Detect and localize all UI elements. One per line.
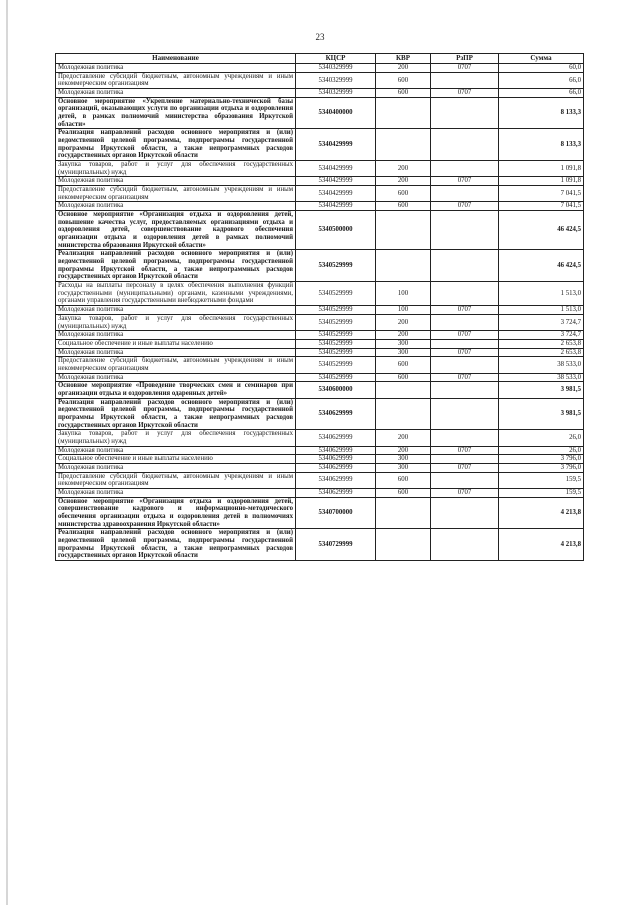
table-row [56,398,584,430]
table-row [56,314,584,330]
cell-kcsr: 5340429999 [296,129,376,161]
cell-name: Закупка товаров, работ и услуг для обеспечения государственных (муниципальных) нужд [56,161,296,177]
cell-kvr: 600 [376,472,431,488]
header-name: Наименование [56,54,296,64]
cell-kvr: 600 [376,202,431,211]
cell-rpr: 0707 [431,488,499,497]
cell-name: Молодежная политика [56,463,296,472]
budget-table [55,53,584,561]
table-row [56,472,584,488]
cell-rpr [431,382,499,398]
table-row [56,463,584,472]
table-row [56,357,584,373]
cell-kvr: 600 [376,72,431,88]
cell-sum: 1 091,8 [499,177,584,186]
table-row [56,64,584,73]
cell-kcsr: 5340329999 [296,72,376,88]
cell-rpr [431,472,499,488]
cell-kcsr: 5340529999 [296,282,376,306]
cell-kcsr: 5340429999 [296,202,376,211]
table-row [56,455,584,464]
cell-kcsr: 5340529999 [296,306,376,315]
cell-kvr [376,97,431,129]
cell-name: Молодежная политика [56,373,296,382]
cell-name: Основное мероприятие «Проведение творческих смен и семинаров при организации отдыха и оздоровления одаренных детей» [56,382,296,398]
cell-name: Закупка товаров, работ и услуг для обеспечения государственных (муниципальных) нужд [56,430,296,446]
cell-rpr [431,339,499,348]
cell-kcsr: 5340529999 [296,348,376,357]
cell-kvr: 600 [376,488,431,497]
cell-kvr: 200 [376,430,431,446]
cell-kcsr: 5340429999 [296,177,376,186]
cell-sum: 2 653,8 [499,339,584,348]
table-header-row [56,54,584,64]
cell-sum: 7 041,5 [499,186,584,202]
cell-name: Основное мероприятие «Организация отдыха и оздоровления детей, совершенствование кадрового и информационно-методического обеспечения организации отдыха и оздоровления детей в полномочиях министерства здравоохранения Иркутской области» [56,497,296,529]
cell-sum: 60,0 [499,64,584,73]
cell-kcsr: 5340629999 [296,446,376,455]
cell-kvr: 300 [376,339,431,348]
cell-rpr: 0707 [431,348,499,357]
scan-edge [6,0,8,905]
table-row [56,72,584,88]
cell-name: Реализация направлений расходов основного мероприятия и (или) ведомственной целевой программы, подпрограммы государственной программы Иркутской области, а также непрограммных расходов государственных органов Иркутской области [56,129,296,161]
table-row [56,348,584,357]
cell-kcsr: 5340629999 [296,430,376,446]
table-row [56,97,584,129]
cell-sum: 159,5 [499,472,584,488]
cell-kvr [376,129,431,161]
cell-kcsr: 5340629999 [296,488,376,497]
cell-kcsr: 5340629999 [296,398,376,430]
cell-rpr [431,314,499,330]
cell-kvr: 200 [376,314,431,330]
cell-kvr: 300 [376,463,431,472]
cell-name: Предоставление субсидий бюджетным, автономным учреждениям и иным некоммерческим организациям [56,186,296,202]
cell-kcsr: 5340729999 [296,529,376,561]
cell-kcsr: 5340429999 [296,161,376,177]
page-number: 23 [315,32,325,42]
table-row [56,161,584,177]
cell-rpr: 0707 [431,463,499,472]
cell-sum: 159,5 [499,488,584,497]
cell-kcsr: 5340629999 [296,455,376,464]
cell-rpr: 0707 [431,373,499,382]
cell-sum: 3 724,7 [499,331,584,340]
cell-rpr: 0707 [431,177,499,186]
header-kcsr: КЦСР [296,54,376,64]
cell-name: Молодежная политика [56,202,296,211]
cell-sum: 66,0 [499,72,584,88]
cell-name: Молодежная политика [56,331,296,340]
cell-sum: 4 213,8 [499,529,584,561]
cell-name: Молодежная политика [56,64,296,73]
table-row [56,382,584,398]
table-row [56,186,584,202]
cell-name: Основное мероприятие «Организация отдыха и оздоровления детей, повышение качества услуг, предоставляемых организациями отдыха и оздоровления детей, совершенствование кадрового обеспечения организации отдыха и оздоровления детей в рамках полномочий министерства образования Иркутской области» [56,211,296,250]
cell-kvr: 600 [376,89,431,98]
cell-name: Предоставление субсидий бюджетным, автономным учреждениям и иным некоммерческим организациям [56,472,296,488]
cell-rpr: 0707 [431,64,499,73]
cell-sum: 26,0 [499,446,584,455]
cell-kvr: 100 [376,306,431,315]
cell-kvr [376,382,431,398]
cell-rpr [431,211,499,250]
cell-name: Молодежная политика [56,446,296,455]
cell-name: Предоставление субсидий бюджетным, автономным учреждениям и иным некоммерческим организациям [56,72,296,88]
cell-rpr [431,455,499,464]
cell-sum: 7 041,5 [499,202,584,211]
cell-kcsr: 5340500000 [296,211,376,250]
cell-kvr: 200 [376,161,431,177]
table-body [56,64,584,561]
cell-rpr [431,186,499,202]
table-row [56,488,584,497]
table-row [56,373,584,382]
cell-kvr [376,250,431,282]
cell-name: Социальное обеспечение и иные выплаты населению [56,339,296,348]
cell-rpr [431,129,499,161]
cell-rpr: 0707 [431,89,499,98]
cell-name: Молодежная политика [56,177,296,186]
cell-name: Реализация направлений расходов основного мероприятия и (или) ведомственной целевой программы, подпрограммы государственной программы Иркутской области, а также непрограммных расходов государственных органов Иркутской области [56,250,296,282]
cell-rpr [431,97,499,129]
cell-name: Социальное обеспечение и иные выплаты населению [56,455,296,464]
cell-kcsr: 5340629999 [296,463,376,472]
cell-kcsr: 5340529999 [296,314,376,330]
cell-sum: 3 796,0 [499,463,584,472]
cell-kvr: 100 [376,282,431,306]
cell-sum: 1 513,0 [499,306,584,315]
cell-name: Реализация направлений расходов основного мероприятия и (или) ведомственной целевой программы, подпрограммы государственной программы Иркутской области, а также непрограммных расходов государственных органов Иркутской области [56,529,296,561]
cell-kcsr: 5340529999 [296,357,376,373]
cell-sum: 1 091,8 [499,161,584,177]
cell-rpr [431,529,499,561]
cell-kcsr: 5340429999 [296,186,376,202]
cell-sum: 8 133,3 [499,97,584,129]
cell-rpr [431,398,499,430]
cell-rpr: 0707 [431,446,499,455]
cell-name: Основное мероприятие «Укрепление материально-технической базы организаций, оказывающих услуги по организации отдыха и оздоровления детей, в рамках полномочий министерства образования Иркутской области» [56,97,296,129]
cell-sum: 4 213,8 [499,497,584,529]
table-row [56,430,584,446]
cell-rpr [431,497,499,529]
cell-kcsr: 5340329999 [296,64,376,73]
cell-kcsr: 5340700000 [296,497,376,529]
cell-kcsr: 5340529999 [296,331,376,340]
cell-rpr [431,250,499,282]
table-row [56,89,584,98]
cell-kcsr: 5340529999 [296,250,376,282]
cell-sum: 46 424,5 [499,211,584,250]
cell-kvr [376,529,431,561]
table-row [56,339,584,348]
cell-rpr [431,430,499,446]
cell-kvr: 200 [376,331,431,340]
cell-sum: 3 724,7 [499,314,584,330]
table-row [56,282,584,306]
cell-kvr [376,398,431,430]
cell-rpr: 0707 [431,202,499,211]
table-row [56,529,584,561]
table-row [56,446,584,455]
cell-sum: 3 796,0 [499,455,584,464]
cell-kvr: 200 [376,64,431,73]
cell-kvr: 200 [376,177,431,186]
header-rpr: РзПР [431,54,499,64]
table-row [56,306,584,315]
cell-sum: 3 981,5 [499,398,584,430]
cell-name: Молодежная политика [56,89,296,98]
cell-name: Закупка товаров, работ и услуг для обеспечения государственных (муниципальных) нужд [56,314,296,330]
cell-kvr: 600 [376,357,431,373]
cell-sum: 38 533,0 [499,357,584,373]
cell-kvr: 600 [376,373,431,382]
cell-sum: 2 653,8 [499,348,584,357]
cell-kcsr: 5340529999 [296,339,376,348]
cell-kcsr: 5340400000 [296,97,376,129]
cell-sum: 26,0 [499,430,584,446]
cell-sum: 8 133,3 [499,129,584,161]
cell-kvr: 300 [376,455,431,464]
cell-kvr [376,211,431,250]
cell-name: Предоставление субсидий бюджетным, автономным учреждениям и иным некоммерческим организациям [56,357,296,373]
cell-sum: 3 981,5 [499,382,584,398]
table-row [56,331,584,340]
table-row [56,129,584,161]
table-row [56,211,584,250]
cell-name: Молодежная политика [56,348,296,357]
cell-rpr [431,161,499,177]
table-row [56,250,584,282]
cell-kvr: 300 [376,348,431,357]
cell-kcsr: 5340600000 [296,382,376,398]
cell-sum: 66,0 [499,89,584,98]
table-row [56,202,584,211]
cell-kcsr: 5340329999 [296,89,376,98]
header-sum: Сумма [499,54,584,64]
cell-kcsr: 5340529999 [296,373,376,382]
cell-sum: 38 533,0 [499,373,584,382]
cell-rpr [431,357,499,373]
table-row [56,177,584,186]
table-row [56,497,584,529]
header-kvr: КВР [376,54,431,64]
cell-name: Молодежная политика [56,306,296,315]
cell-sum: 46 424,5 [499,250,584,282]
cell-name: Реализация направлений расходов основного мероприятия и (или) ведомственной целевой программы, подпрограммы государственной программы Иркутской области, а также непрограммных расходов государственных органов Иркутской области [56,398,296,430]
cell-name: Молодежная политика [56,488,296,497]
cell-rpr [431,72,499,88]
cell-kvr: 600 [376,186,431,202]
cell-rpr [431,282,499,306]
cell-kcsr: 5340629999 [296,472,376,488]
cell-name: Расходы на выплаты персоналу в целях обеспечения выполнения функций государственными (муниципальными) органами, казенными учреждениями, органами управления государственными внебюджетными фондами [56,282,296,306]
cell-kvr [376,497,431,529]
cell-rpr: 0707 [431,331,499,340]
cell-kvr: 200 [376,446,431,455]
cell-sum: 1 513,0 [499,282,584,306]
cell-rpr: 0707 [431,306,499,315]
